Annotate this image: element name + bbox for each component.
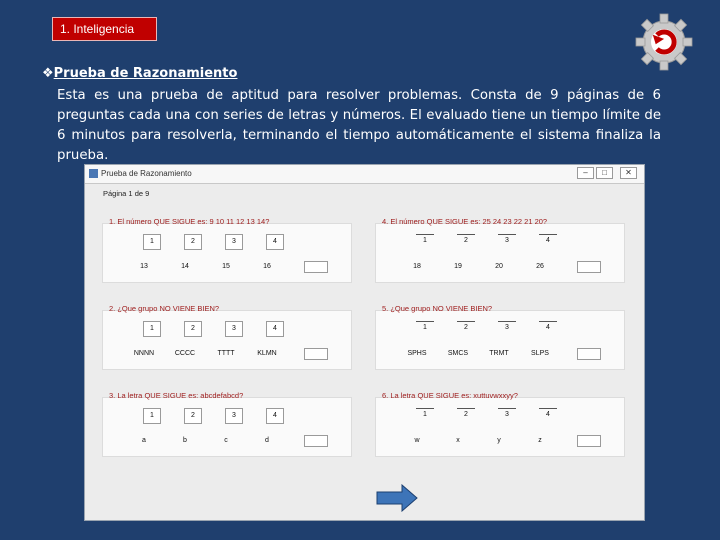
option-value-3: y	[497, 437, 501, 444]
option-value-4: SLPS	[531, 350, 549, 357]
question-panel	[102, 397, 352, 457]
answer-input[interactable]	[304, 348, 328, 360]
option-button-2[interactable]: 2	[184, 234, 202, 250]
option-button-3[interactable]: 3	[498, 408, 516, 421]
option-value-4: 16	[263, 263, 271, 270]
option-value-2: 14	[181, 263, 189, 270]
option-value-4: d	[265, 437, 269, 444]
question-title: 2. ¿Que grupo NO VIENE BIEN?	[109, 304, 220, 313]
option-button-2[interactable]: 2	[457, 234, 475, 247]
option-button-1[interactable]: 1	[416, 321, 434, 334]
question-panel	[375, 310, 625, 370]
gear-logo-icon	[634, 12, 694, 72]
option-value-1: SPHS	[407, 350, 427, 357]
window-titlebar	[85, 165, 644, 184]
question-panel	[102, 310, 352, 370]
answer-input[interactable]	[577, 261, 601, 273]
option-value-3: TTTT	[217, 350, 235, 357]
option-value-3: TRMT	[489, 350, 509, 357]
answer-input[interactable]	[577, 435, 601, 447]
option-value-4: 26	[536, 263, 544, 270]
question-title: 6. La letra QUE SIGUE es: xuttuvwxxyy?	[382, 391, 518, 400]
option-value-4: KLMN	[257, 350, 277, 357]
option-value-1: a	[142, 437, 146, 444]
question-panel	[375, 397, 625, 457]
option-button-4[interactable]: 4	[266, 234, 284, 250]
option-value-1: 13	[140, 263, 148, 270]
option-button-1[interactable]: 1	[416, 408, 434, 421]
option-value-2: b	[183, 437, 187, 444]
section-tag: 1. Inteligencia	[52, 17, 157, 41]
option-value-1: w	[414, 437, 420, 444]
option-value-2: SMCS	[447, 350, 469, 357]
answer-input[interactable]	[304, 435, 328, 447]
option-value-4: z	[538, 437, 542, 444]
question-title: 5. ¿Que grupo NO VIENE BIEN?	[382, 304, 493, 313]
option-button-2[interactable]: 2	[457, 408, 475, 421]
answer-input[interactable]	[304, 261, 328, 273]
option-button-1[interactable]: 1	[143, 234, 161, 250]
page-indicator: Página 1 de 9	[103, 189, 150, 198]
option-button-3[interactable]: 3	[498, 234, 516, 247]
option-value-3: 15	[222, 263, 230, 270]
option-button-2[interactable]: 2	[457, 321, 475, 334]
option-button-4[interactable]: 4	[266, 408, 284, 424]
next-arrow-icon[interactable]	[376, 484, 418, 512]
option-value-3: 20	[495, 263, 503, 270]
close-button[interactable]: ✕	[620, 167, 637, 179]
option-button-3[interactable]: 3	[225, 234, 243, 250]
option-button-4[interactable]: 4	[539, 408, 557, 421]
option-button-3[interactable]: 3	[225, 408, 243, 424]
maximize-button[interactable]: □	[596, 167, 613, 179]
option-button-1[interactable]: 1	[416, 234, 434, 247]
option-button-3[interactable]: 3	[225, 321, 243, 337]
answer-input[interactable]	[577, 348, 601, 360]
description: Esta es una prueba de aptitud para resolver problemas. Consta de 9 páginas de 6 preguntas cada una con series de letras y números. El evaluado tiene un tiempo límite de 6 minutos para resolverla, terminando el tiempo automáticamente el sistema finaliza la prueba.	[57, 88, 661, 163]
option-button-1[interactable]: 1	[143, 321, 161, 337]
question-panel	[102, 223, 352, 283]
heading	[42, 66, 237, 81]
option-button-1[interactable]: 1	[143, 408, 161, 424]
diamond-bullet-icon: ❖	[42, 66, 54, 81]
test-window	[84, 164, 645, 521]
option-value-2: CCCC	[174, 350, 196, 357]
question-title: 4. El número QUE SIGUE es: 25 24 23 22 21 20?	[382, 217, 548, 226]
option-value-3: c	[224, 437, 228, 444]
heading-text: Prueba de Razonamiento	[53, 66, 238, 81]
option-value-2: 19	[454, 263, 462, 270]
option-value-2: x	[456, 437, 460, 444]
option-button-4[interactable]: 4	[266, 321, 284, 337]
option-value-1: 18	[413, 263, 421, 270]
question-panel	[375, 223, 625, 283]
option-button-2[interactable]: 2	[184, 408, 202, 424]
option-value-1: NNNN	[133, 350, 155, 357]
option-button-2[interactable]: 2	[184, 321, 202, 337]
question-title: 3. La letra QUE SIGUE es: abcdefabcd?	[109, 391, 244, 400]
minimize-button[interactable]: –	[577, 167, 594, 179]
option-button-4[interactable]: 4	[539, 321, 557, 334]
app-icon	[89, 169, 98, 178]
window-title: Prueba de Razonamiento	[101, 169, 192, 178]
option-button-4[interactable]: 4	[539, 234, 557, 247]
question-title: 1. El número QUE SIGUE es: 9 10 11 12 13 14?	[109, 217, 270, 226]
option-button-3[interactable]: 3	[498, 321, 516, 334]
